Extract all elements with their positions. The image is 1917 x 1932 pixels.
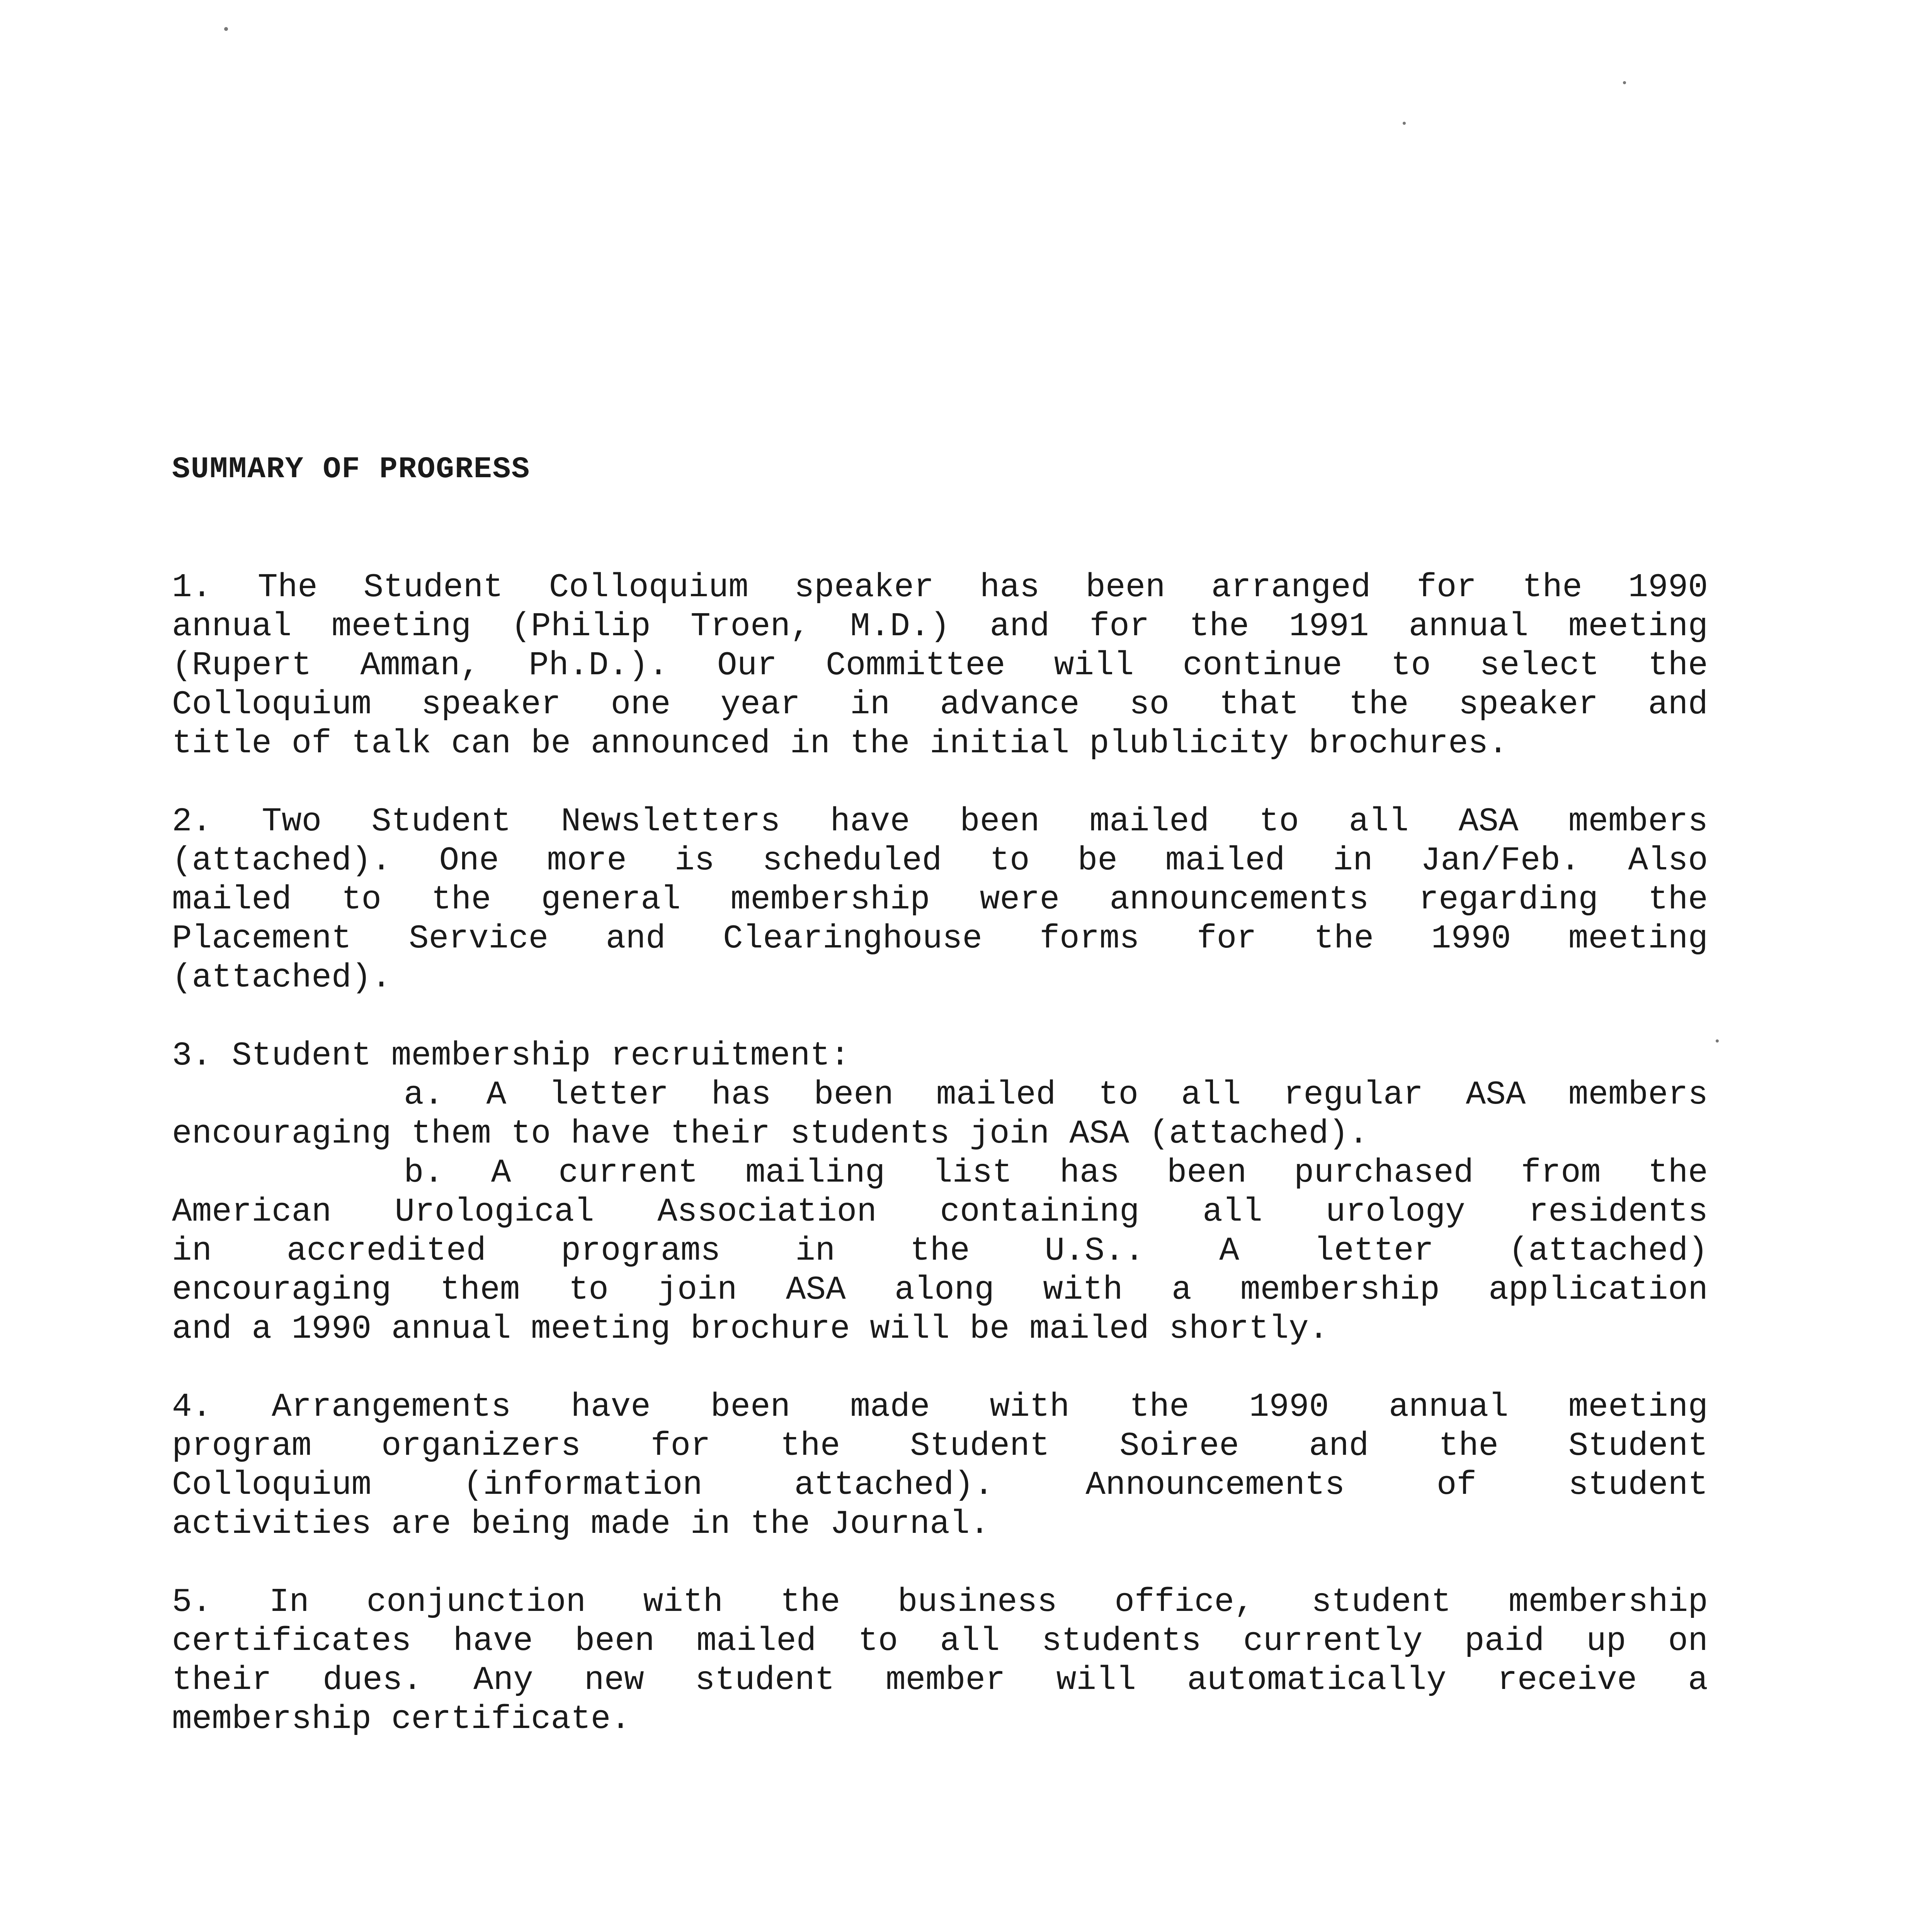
paragraph-line: (Rupert Amman, Ph.D.). Our Committee will continue to select the [172,646,1708,684]
page-heading: SUMMARY OF PROGRESS [172,452,531,486]
scan-speck [1716,1039,1719,1043]
paragraph-2 [172,802,1708,997]
paragraph-line: 2. Two Student Newsletters have been mailed to all ASA members [172,803,1708,840]
paragraph-line: b. A current mailing list has been purchased from the [404,1154,1708,1192]
paragraph-line: Colloquium (information attached). Announcements of student [172,1466,1708,1504]
scan-speck [224,27,228,31]
paragraph-line: a. A letter has been mailed to all regular ASA members [404,1076,1708,1114]
paragraph-line: 1. The Student Colloquium speaker has been arranged for the 1990 [172,568,1708,606]
paragraph-3 [172,1036,1708,1349]
paragraph-line: 4. Arrangements have been made with the 1990 annual meeting [172,1388,1708,1426]
paragraph-line: encouraging them to have their students join ASA (attached). [172,1115,1369,1153]
paragraph-line: membership certificate. [172,1700,631,1738]
paragraph-line: Colloquium speaker one year in advance so that the speaker and [172,685,1708,723]
paragraph-line: their dues. Any new student member will automatically receive a [172,1661,1708,1699]
scan-speck [1623,81,1626,84]
paragraph-line: encouraging them to join ASA along with a membership application [172,1271,1708,1309]
paragraph-5 [172,1583,1708,1739]
paragraph-line: program organizers for the Student Soiree and the Student [172,1427,1708,1465]
paragraph-line: 3. Student membership recruitment: [172,1037,850,1075]
paragraph-line: mailed to the general membership were announcements regarding the [172,881,1708,918]
paragraph-line: 5. In conjunction with the business office, student membership [172,1583,1708,1621]
paragraph-line: annual meeting (Philip Troen, M.D.) and for the 1991 annual meeting [172,607,1708,645]
scan-speck [1403,122,1406,125]
paragraph-line: title of talk can be announced in the initial plublicity brochures. [172,724,1508,762]
paragraph-line: (attached). [172,959,391,997]
paragraph-line: and a 1990 annual meeting brochure will be mailed shortly. [172,1310,1329,1348]
paragraph-line: (attached). One more is scheduled to be mailed in Jan/Feb. Also [172,842,1708,879]
paragraph-line: Placement Service and Clearinghouse forms for the 1990 meeting [172,920,1708,957]
paragraph-line: activities are being made in the Journal. [172,1505,990,1543]
paragraph-line: American Urological Association containing all urology residents [172,1193,1708,1231]
paragraph-1 [172,568,1708,763]
document-body [172,568,1708,1778]
paragraph-4 [172,1388,1708,1544]
paragraph-line: in accredited programs in the U.S.. A letter (attached) [172,1232,1708,1270]
paragraph-line: certificates have been mailed to all students currently paid up on [172,1622,1708,1660]
